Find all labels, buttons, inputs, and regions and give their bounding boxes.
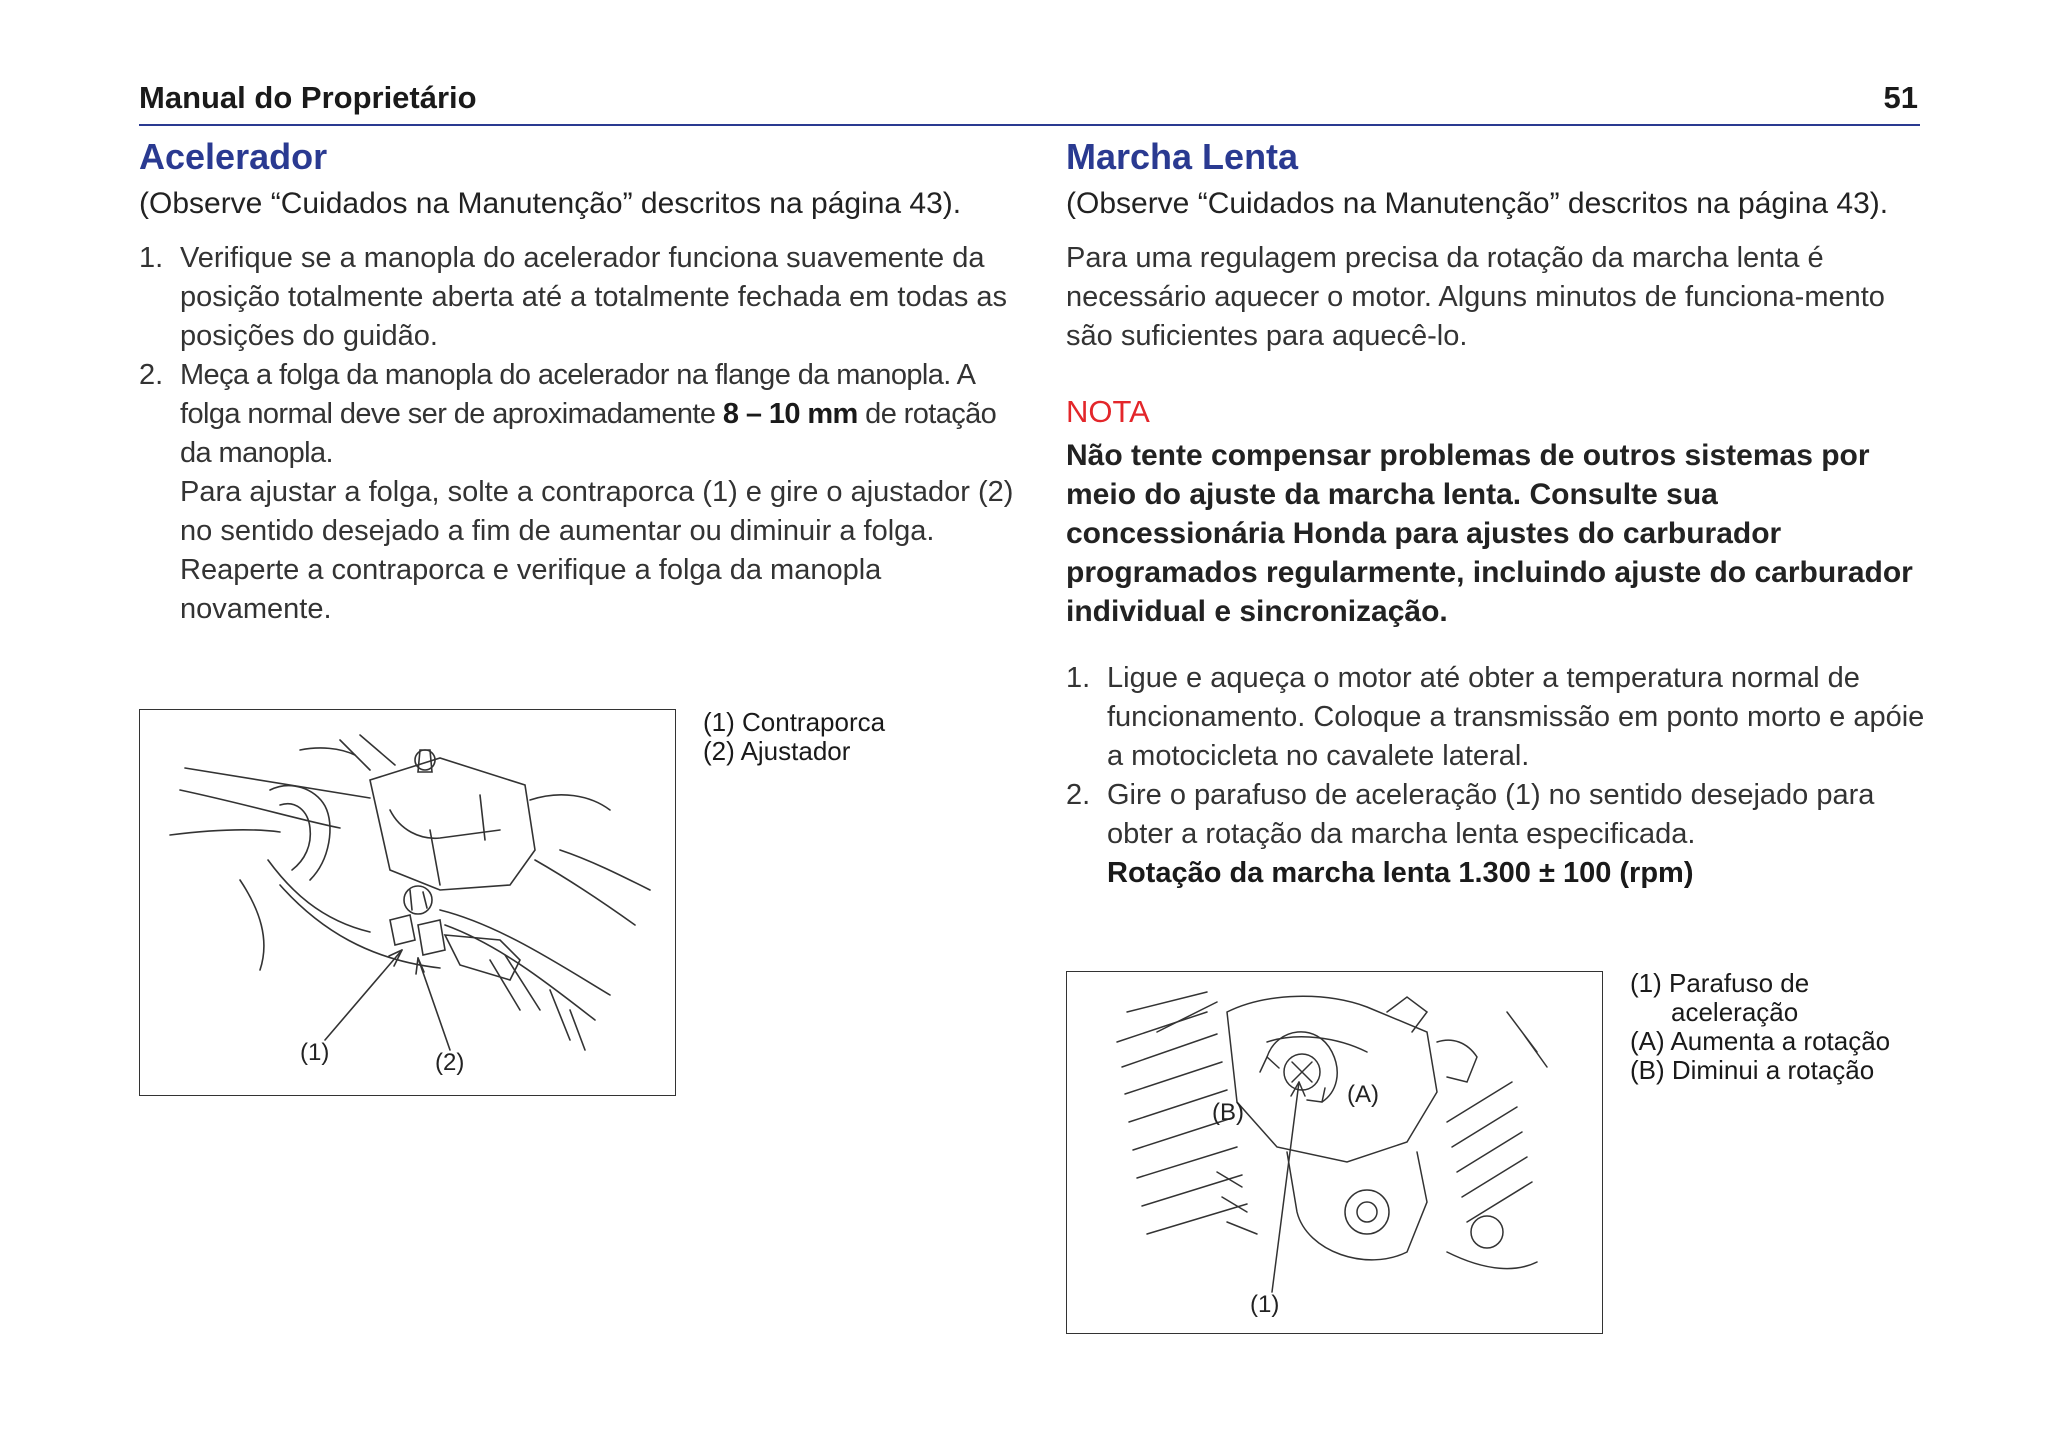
caption-line: (A) Aumenta a rotação <box>1630 1026 1891 1056</box>
step-text: Gire o parafuso de aceleração (1) no sentido desejado para obter a rotação da marcha lenta especificada. <box>1107 779 1875 850</box>
step-text-part: de rotação da manopla. <box>180 398 997 469</box>
step-text: Verifique se a manopla do acelerador funciona suavemente da posição totalmente aberta até a totalmente fechada em todas as posições do guidão. <box>180 242 1008 352</box>
step-text-part: Meça a folga da manopla do acelerador na flange da manopla. A folga normal deve ser de aproximadamente <box>180 359 974 430</box>
step-number: 2. <box>1066 779 1091 811</box>
idle-speed-spec: Rotação da marcha lenta 1.300 ± 100 (rpm) <box>1107 857 1694 889</box>
note-text: Não tente compensar problemas de outros sistemas por meio do ajuste da marcha lenta. Consulte sua concessionária Honda para ajustes do carburador programados regularmente, incluindo ajuste do carburador individual e sincronização. <box>1066 439 1913 628</box>
step-item <box>139 356 1019 629</box>
section-marcha-lenta <box>1066 134 1936 893</box>
caption-line: (2) Ajustador <box>703 736 851 766</box>
caption-line: (1) Contraporca <box>703 707 886 737</box>
idle-figure-caption <box>1630 969 1890 1085</box>
throttle-figure-caption <box>703 708 885 766</box>
step-number: 1. <box>139 242 164 274</box>
caption-line: aceleração <box>1671 997 1799 1027</box>
page-number: 51 <box>1883 80 1918 115</box>
idle-screw-figure <box>1066 971 1603 1334</box>
callout-decrease: (B) <box>1212 1099 1244 1126</box>
step-number: 1. <box>1066 662 1091 694</box>
section-intro: (Observe “Cuidados na Manutenção” descritos na página 43). <box>139 187 962 220</box>
carburetor-drawing <box>1067 972 1602 1333</box>
step-text-adjust: Para ajustar a folga, solte a contraporca (1) e gire o ajustador (2) no sentido desejado a fim de aumentar ou diminuir a folga. Reaperte a contraporca e verifique a folga da manopla novamente. <box>180 476 1014 625</box>
callout-locknut: (1) <box>300 1039 330 1066</box>
step-number: 2. <box>139 359 164 391</box>
step-item <box>139 239 1019 356</box>
step-item <box>1066 659 1936 776</box>
step-list <box>1066 659 1936 893</box>
manual-title: Manual do Proprietário <box>139 80 477 115</box>
step-list <box>139 239 1019 629</box>
step-text <box>180 359 996 469</box>
throttle-grip-drawing <box>140 710 675 1095</box>
caption-line: (1) Parafuso de <box>1630 968 1810 998</box>
page-header <box>139 78 1920 126</box>
callout-throttle-screw: (1) <box>1250 1291 1280 1318</box>
note-label: NOTA <box>1066 394 1150 429</box>
callout-increase: (A) <box>1347 1081 1379 1108</box>
throttle-figure <box>139 709 676 1096</box>
callout-adjuster: (2) <box>435 1049 465 1076</box>
caption-line: (B) Diminui a rotação <box>1630 1055 1875 1085</box>
warmup-paragraph: Para uma regulagem precisa da rotação da marcha lenta é necessário aquecer o motor. Alguns minutos de funciona-mento são suficientes para aquecê-lo. <box>1066 242 1885 352</box>
section-heading-acelerador: Acelerador <box>139 136 328 177</box>
step-item <box>1066 776 1936 893</box>
free-play-value: 8 – 10 mm <box>722 398 858 430</box>
step-text: Ligue e aqueça o motor até obter a temperatura normal de funcionamento. Coloque a transmissão em ponto morto e apóie a motocicleta no cavalete lateral. <box>1107 662 1925 772</box>
section-intro: (Observe “Cuidados na Manutenção” descritos na página 43). <box>1066 187 1889 220</box>
section-acelerador <box>139 134 1019 629</box>
section-heading-marcha-lenta: Marcha Lenta <box>1066 136 1299 177</box>
